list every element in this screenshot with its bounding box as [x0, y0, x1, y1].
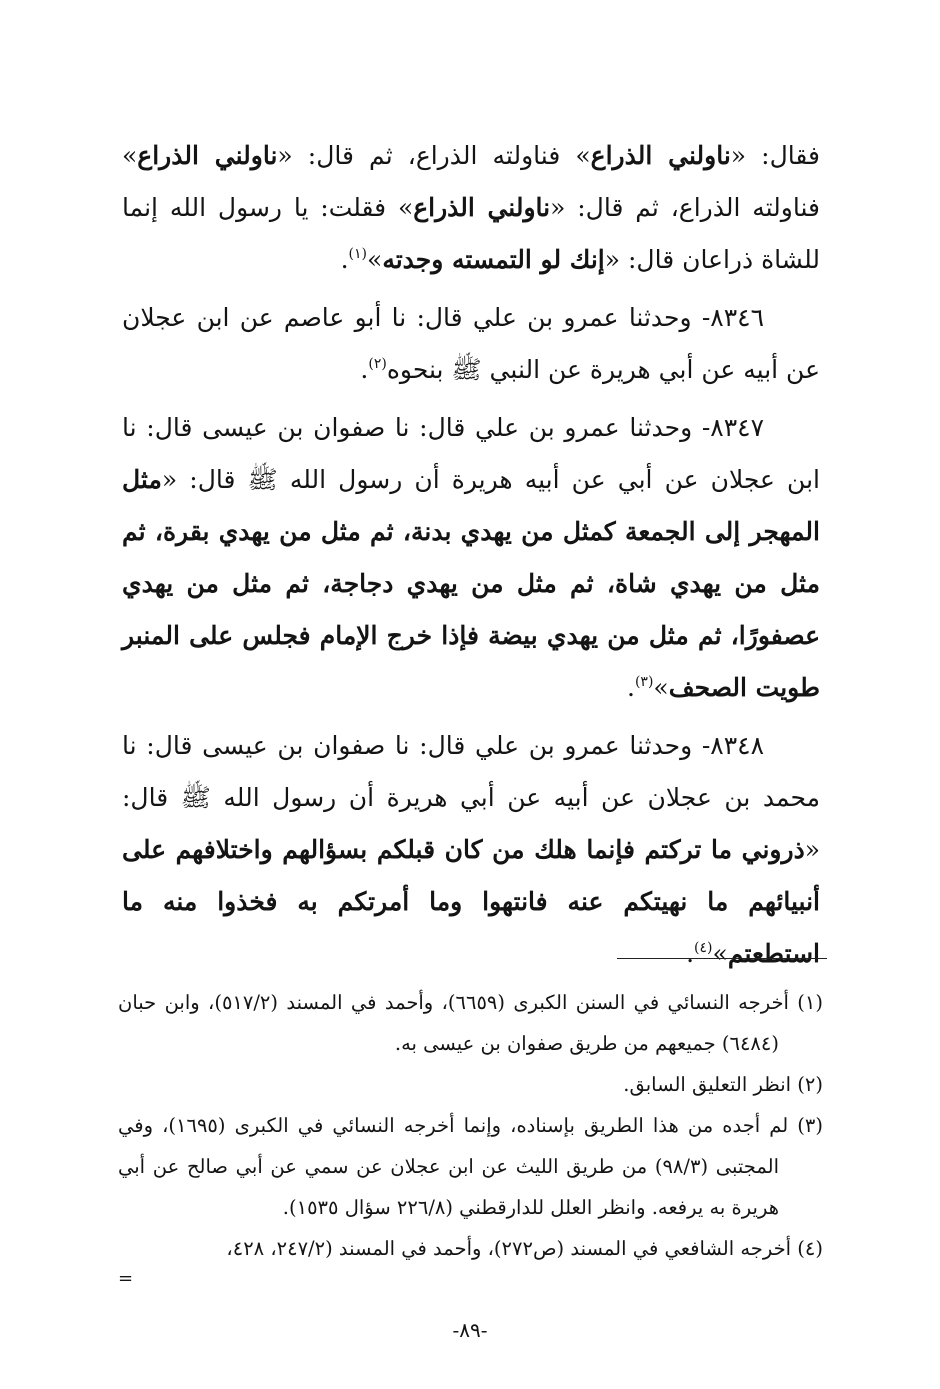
narration-text: »: [712, 939, 728, 968]
footnote: (٢) انظر التعليق السابق.: [623, 1073, 823, 1096]
continuation-mark: =: [118, 1268, 134, 1289]
narration-text: .: [360, 355, 369, 384]
footnote-marker: (٣): [634, 674, 654, 690]
narration-text: .: [686, 939, 695, 968]
hadith-text: إنك لو التمسته وجدته: [382, 245, 605, 274]
narration-text: .: [626, 673, 635, 702]
narration-text: »: [367, 245, 383, 274]
narration-text: ٨٣٤٦- وحدثنا عمرو بن علي قال: نا أبو عاصم عن ابن عجلان عن أبيه عن أبي هريرة عن النبي ﷺ بنحوه: [122, 303, 820, 384]
footnote: (٣) لم أجده من هذا الطريق بإسناده، وإنما أخرجه النسائي في الكبرى (١٦٩٥)، وفي المجتبى (٩٨/٣) من طريق الليث عن ابن عجلان عن سمي عن أبي صالح عن أبي هريرة به يرفعه. وانظر العلل للدارقطني (٢٢٦/٨ سؤال ١٥٣٥).: [118, 1114, 824, 1219]
footnote: (٤) أخرجه الشافعي في المسند (ص٢٧٢)، وأحمد في المسند (٢٤٧/٢، ٤٢٨،: [226, 1237, 823, 1260]
paragraph: [122, 402, 820, 714]
footnote-marker: (٤): [694, 940, 713, 956]
narration-text: ٨٣٤٧- وحدثنا عمرو بن علي قال: نا صفوان بن عيسى قال: نا ابن عجلان عن أبي عن أبيه هريرة أن رسول الله ﷺ قال: «: [122, 413, 820, 494]
narration-text: » فناولته الذراع، ثم قال: «: [277, 141, 591, 170]
narration-text: »: [653, 673, 669, 702]
narration-text: .: [340, 245, 349, 274]
narration-text: » فناولته الذراع، ثم قال: «: [122, 141, 820, 222]
paragraph: [122, 130, 820, 286]
footnote-divider: [617, 958, 827, 959]
paragraph: [122, 720, 820, 980]
footnotes: [118, 982, 823, 1269]
hadith-text: ناولني الذراع: [413, 193, 551, 222]
narration-text: » فقلت: يا رسول الله إنما للشاة ذراعان قال: «: [122, 193, 820, 274]
narration-text: ٨٣٤٨- وحدثنا عمرو بن علي قال: نا صفوان بن عيسى قال: نا محمد بن عجلان عن أبيه عن أبي هريرة أن رسول الله ﷺ قال: «: [122, 731, 820, 864]
hadith-text: ناولني الذراع: [137, 141, 278, 170]
footnote-marker: (٢): [368, 356, 387, 372]
hadith-text: ذروني ما تركتم فإنما هلك من كان قبلكم بسؤالهم واختلافهم على أنبيائهم ما نهيتكم عنه فانتهوا وما أمرتكم به فخذوا منه ما استطعتم: [122, 835, 820, 968]
footnote: (١) أخرجه النسائي في السنن الكبرى (٦٦٥٩)، وأحمد في المسند (٥١٧/٢)، وابن حبان (٦٤٨٤) جميعهم من طريق صفوان بن عيسى به.: [118, 991, 823, 1055]
page-number: -٨٩-: [452, 1318, 488, 1342]
hadith-text: ناولني الذراع: [590, 141, 731, 170]
narration-text: فقال: «: [730, 141, 820, 170]
main-text: [122, 130, 820, 986]
hadith-text: مثل المهجر إلى الجمعة كمثل من يهدي بدنة، ثم مثل من يهدي بقرة، ثم مثل من يهدي شاة، ثم مثل من يهدي دجاجة، ثم مثل من يهدي عصفورًا، ثم مثل من يهدي بيضة فإذا خرج الإمام فجلس على المنبر طويت الصحف: [122, 465, 820, 702]
paragraph: [122, 292, 820, 396]
footnote-marker: (١): [348, 246, 368, 262]
